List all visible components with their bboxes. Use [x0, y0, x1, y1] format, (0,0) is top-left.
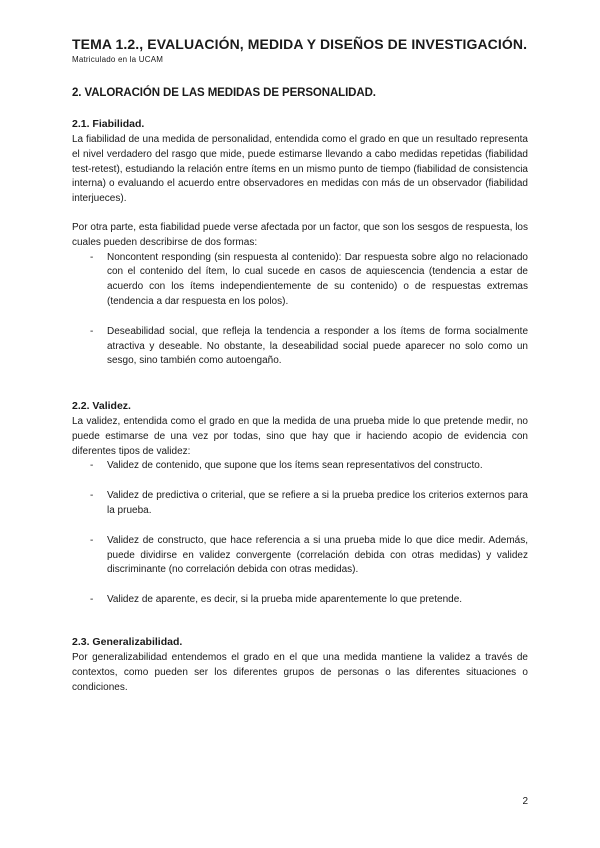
list-item-text: Validez de contenido, que supone que los ítems sean representativos del constructo. — [107, 460, 483, 472]
dash-bullet: - — [90, 251, 94, 263]
dash-bullet: - — [90, 460, 94, 472]
generalizabilidad-heading: 2.3. Generalizabilidad. — [72, 636, 183, 648]
list-item — [72, 459, 528, 474]
list-item-text: Noncontent responding (sin respuesta al contenido): Dar respuesta sobre algo no relacionado con el contenido del ítem, lo cual sucede en casos de aquiescencia (tendencia a estar de acuerdo con los ítems independientemente de su contenido) o de respuestas extremas (tendencia a dar respuesta en los polos). — [107, 251, 528, 307]
dash-bullet: - — [90, 594, 94, 606]
validez-section — [72, 400, 528, 608]
document-title: TEMA 1.2., EVALUACIÓN, MEDIDA Y DISEÑOS DE INVESTIGACIÓN. — [72, 36, 528, 52]
list-item — [72, 593, 528, 608]
validez-paragraph-1: La validez, entendida como el grado en que la medida de una prueba mide lo que pretende medir, no puede estimarse de una vez por todas, sino que hay que ir haciendo acopio de evidencia con diferentes tipos de validez: — [72, 416, 528, 457]
list-item — [72, 325, 528, 369]
dash-bullet: - — [90, 325, 94, 337]
fiabilidad-section — [72, 118, 528, 369]
fiabilidad-heading: 2.1. Fiabilidad. — [72, 118, 145, 130]
sesgos-list — [72, 251, 528, 370]
validez-heading: 2.2. Validez. — [72, 400, 131, 412]
fiabilidad-paragraph-1: La fiabilidad de una medida de personalidad, entendida como el grado en que un resultado representa el nivel verdadero del rasgo que mide, puede estimarse llevando a cabo medidas repetidas (fiabilidad test-retest), estudiando la relación entre ítems en un mismo punto de tiempo (fiabilidad de consistencia interna) o evaluando el acuerdo entre observadores en medidas con más de un observador (fiabilidad interjueces). — [72, 134, 528, 205]
dash-bullet: - — [90, 534, 94, 546]
list-item — [72, 251, 528, 310]
list-item-text: Validez de constructo, que hace referencia a si una prueba mide lo que dice medir. Además, puede dividirse en validez convergente (correlación debida con otras medidas) y validez discriminante (no correlación debida con otras medidas). — [107, 534, 528, 576]
page-number: 2 — [522, 796, 528, 807]
dash-bullet: - — [90, 490, 94, 502]
list-item-text: Validez de predictiva o criterial, que se refiere a si la prueba predice los criterios externos para la prueba. — [107, 490, 528, 516]
document-subtitle: Matriculado en la UCAM — [72, 55, 164, 64]
list-item — [72, 489, 528, 519]
section-heading: 2. VALORACIÓN DE LAS MEDIDAS DE PERSONALIDAD. — [72, 87, 376, 99]
fiabilidad-paragraph-2: Por otra parte, esta fiabilidad puede verse afectada por un factor, que son los sesgos de respuesta, los cuales pueden describirse de dos formas: — [72, 221, 528, 248]
list-item — [72, 534, 528, 578]
generalizabilidad-paragraph-1: Por generalizabilidad entendemos el grado en el que una medida mantiene la validez a través de contextos, como pueden ser los diferentes grupos de personas o las diferentes situaciones o condiciones. — [72, 652, 528, 693]
generalizabilidad-section — [72, 636, 528, 695]
validez-types-list — [72, 459, 528, 608]
list-item-text: Validez de aparente, es decir, si la prueba mide aparentemente lo que pretende. — [107, 594, 463, 606]
list-item-text: Deseabilidad social, que refleja la tendencia a responder a los ítems de forma socialmente atractiva y deseable. No obstante, la deseabilidad social puede aparecer no solo como un sesgo, sino también como autoengaño. — [107, 325, 528, 367]
